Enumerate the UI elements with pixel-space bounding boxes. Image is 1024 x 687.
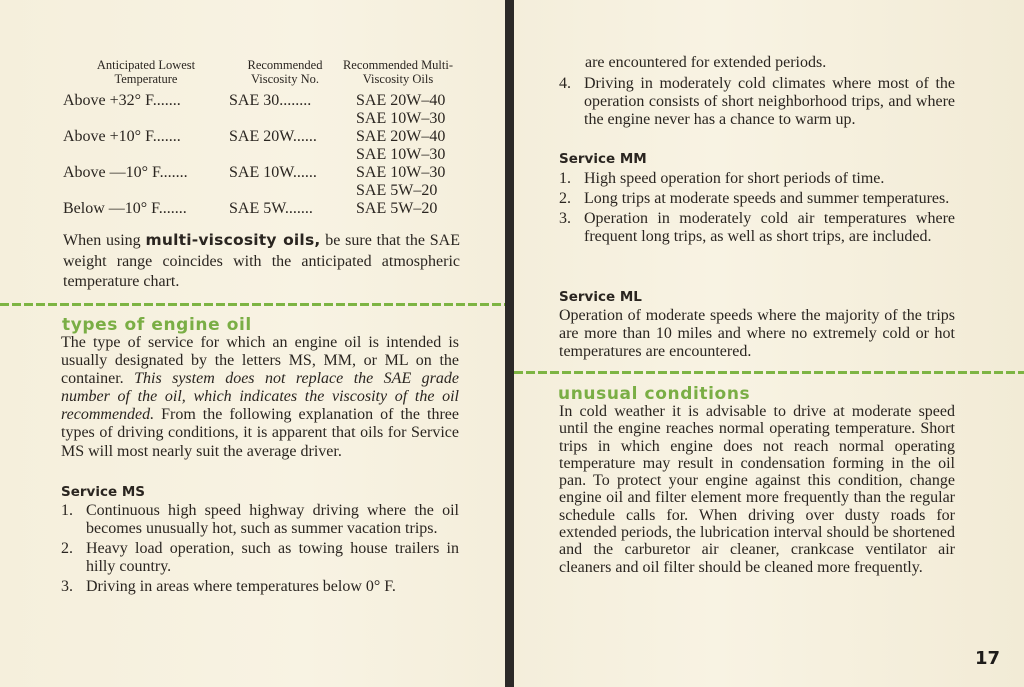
service-ms-heading: Service MS xyxy=(61,484,145,500)
page-number: 17 xyxy=(974,648,1000,669)
table-row xyxy=(63,182,463,200)
cell-viscosity: SAE 20W...... xyxy=(229,128,317,145)
section-divider xyxy=(514,371,1024,374)
item-number: 4. xyxy=(559,75,571,92)
list-item xyxy=(559,210,955,246)
list-item xyxy=(61,578,459,596)
cell-multi: SAE 10W–30 xyxy=(356,110,446,127)
item-number: 1. xyxy=(61,502,73,519)
cell-multi: SAE 20W–40 xyxy=(356,128,446,145)
table-row xyxy=(63,128,463,146)
service-mm-list xyxy=(559,170,955,248)
header-viscosity: Recommended Viscosity No. xyxy=(247,58,323,86)
list-item xyxy=(559,190,955,208)
header-multi-viscosity: Recommended Multi-Viscosity Oils xyxy=(342,58,454,86)
cell-viscosity: SAE 10W...... xyxy=(229,164,317,181)
cell-temp: Below —10° F....... xyxy=(63,200,187,217)
right-page xyxy=(514,0,1024,687)
table-row xyxy=(63,164,463,182)
unusual-conditions-heading: unusual conditions xyxy=(558,384,751,404)
table-row xyxy=(63,110,463,128)
types-of-engine-oil-heading: types of engine oil xyxy=(62,315,252,335)
service-mm-heading: Service MM xyxy=(559,151,647,167)
cell-multi: SAE 5W–20 xyxy=(356,182,438,199)
note-prefix: When using xyxy=(63,232,146,249)
list-item xyxy=(559,75,955,129)
viscosity-table xyxy=(63,58,463,218)
item-number: 3. xyxy=(61,578,73,595)
list-item xyxy=(61,502,459,538)
item-text: Driving in areas where temperatures below 0° F. xyxy=(86,578,396,595)
item-text: High speed operation for short periods of time. xyxy=(584,170,885,187)
item-text: Driving in moderately cold climates where most of the operation consists of short neighborhood trips, and where the engine never has a chance to warm up. xyxy=(584,75,955,128)
cell-temp: Above —10° F....... xyxy=(63,164,188,181)
intro-text-1: The type of service for which an engine oil is intended is usually designated by the letters MS, MM, or ML on the container. xyxy=(61,334,459,388)
item-number: 3. xyxy=(559,210,571,227)
cell-temp: Above +32° F....... xyxy=(63,92,181,109)
item-number: 2. xyxy=(559,190,571,207)
header-temperature: Anticipated Lowest Temperature xyxy=(96,58,196,86)
service-ml-text: Operation of moderate speeds where the majority of the trips are more than 10 miles and where no extremely cold or hot temperatures are encountered. xyxy=(559,307,955,360)
table-row xyxy=(63,92,463,110)
book-gutter xyxy=(505,0,514,687)
cell-multi: SAE 20W–40 xyxy=(356,92,446,109)
types-intro xyxy=(61,334,459,461)
list-item xyxy=(61,540,459,576)
intro-text-2: From the following explanation of the three types of driving conditions, it is apparent that oils for Service MS will most nearly suit the average driver. xyxy=(61,406,459,460)
item-number: 1. xyxy=(559,170,571,187)
item-text: Long trips at moderate speeds and summer temperatures. xyxy=(584,190,950,207)
item-text: Operation in moderately cold air temperatures where frequent long trips, as well as short trips, are included. xyxy=(584,210,955,245)
item-text: Heavy load operation, such as towing house trailers in hilly country. xyxy=(86,540,459,575)
cell-temp: Above +10° F....... xyxy=(63,128,181,145)
cell-multi: SAE 10W–30 xyxy=(356,146,446,163)
item-text: Continuous high speed highway driving where the oil becomes unusually hot, such as summer vacation trips. xyxy=(86,502,459,537)
cell-multi: SAE 10W–30 xyxy=(356,164,446,181)
item-3-continued: are encountered for extended periods. xyxy=(585,54,827,71)
cell-multi: SAE 5W–20 xyxy=(356,200,438,217)
section-divider xyxy=(0,303,505,306)
cell-viscosity: SAE 30........ xyxy=(229,92,312,109)
note-suffix: be sure that the SAE weight range coincides with the anticipated atmospheric temperature chart. xyxy=(63,232,461,290)
item-number: 2. xyxy=(61,540,73,557)
table-row xyxy=(63,200,463,218)
list-item xyxy=(559,170,955,188)
intro-italic: This system does not replace the SAE grade number of the oil, which indicates the viscosity of the oil recommended. xyxy=(61,370,460,424)
note-bold: multi-viscosity oils, xyxy=(145,231,321,249)
left-page xyxy=(0,0,505,687)
multi-viscosity-note xyxy=(63,230,460,293)
service-ms-list-continued xyxy=(559,75,955,131)
unusual-conditions-text: In cold weather it is advisable to drive at moderate speed until the engine reaches normal operating temperature. Short trips in which engine does not reach normal operating temperature may result in condensation forming in the oil pan. To protect your engine against this condition, change engine oil and filter element more frequently than the regular schedule calls for. When driving over dusty roads for extended periods, the lubrication interval should be shortened and the carburetor air cleaner, crankcase ventilator air cleaners and oil filter should be cleaned more frequently. xyxy=(559,403,955,576)
cell-viscosity: SAE 5W....... xyxy=(229,200,313,217)
table-row xyxy=(63,146,463,164)
service-ms-list xyxy=(61,502,459,598)
service-ml-heading: Service ML xyxy=(559,289,642,305)
table-header xyxy=(63,58,463,92)
